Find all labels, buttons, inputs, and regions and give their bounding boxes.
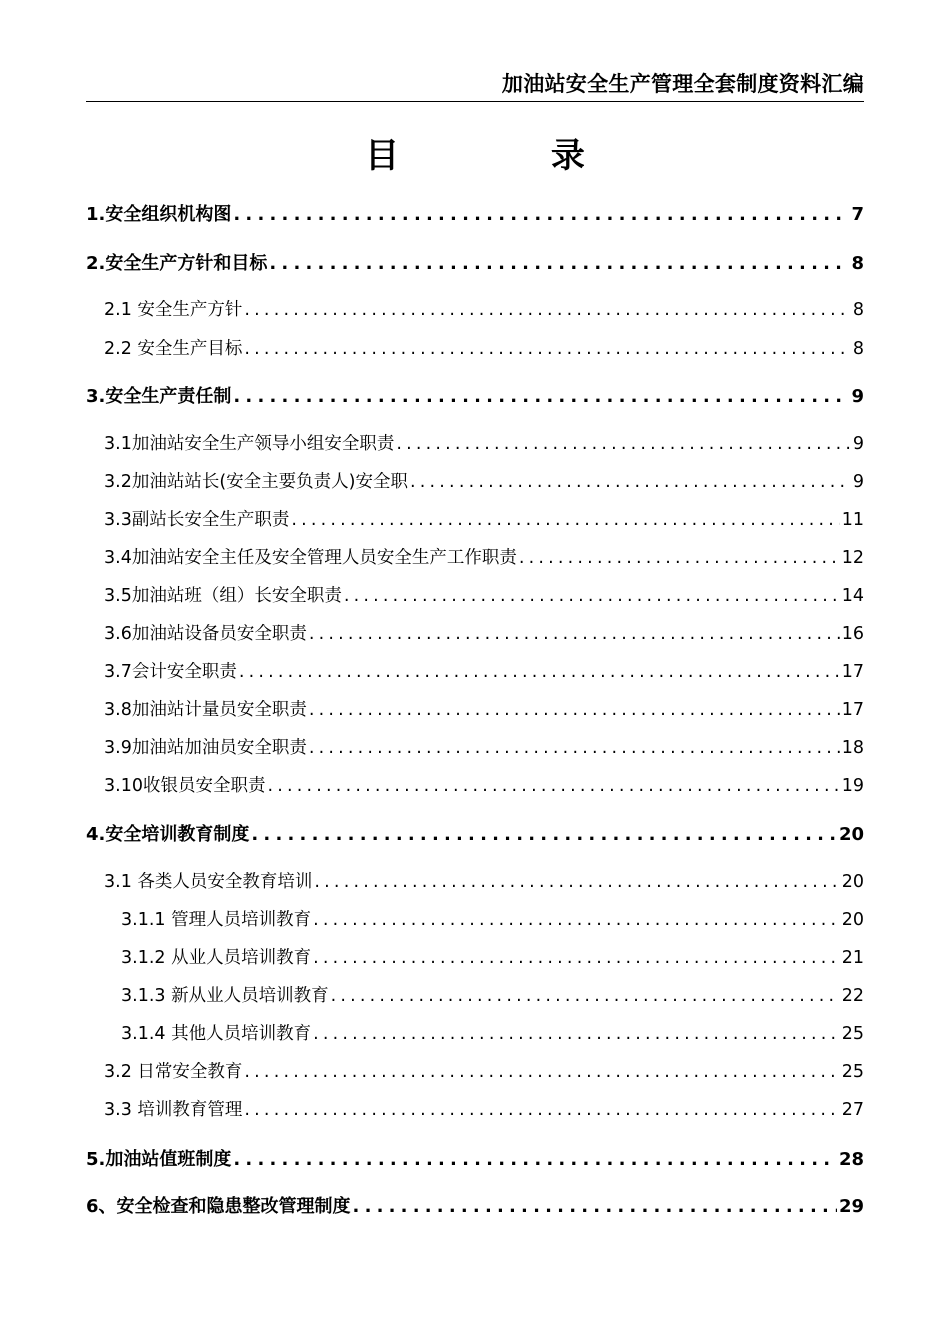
toc-entry[interactable] xyxy=(86,1145,864,1171)
toc-entry[interactable] xyxy=(86,1096,864,1121)
toc-entry-page: 21 xyxy=(841,948,864,968)
toc-entry[interactable] xyxy=(86,382,864,408)
header-title: 加油站安全生产管理全套制度资料汇编 xyxy=(501,72,864,96)
toc-entry[interactable] xyxy=(86,620,864,645)
toc-entry[interactable] xyxy=(86,1058,864,1083)
toc-entry-page: 28 xyxy=(838,1149,864,1170)
toc-entry[interactable] xyxy=(86,506,864,531)
leader-dots xyxy=(314,872,839,892)
leader-dots xyxy=(251,824,837,845)
toc-entry[interactable] xyxy=(86,734,864,759)
toc-title: 目 录 xyxy=(365,136,655,176)
toc-entry[interactable] xyxy=(86,772,864,797)
leader-dots xyxy=(410,472,851,492)
leader-dots xyxy=(344,586,840,606)
toc-entry-text: 3.1加油站安全生产领导小组安全职责 xyxy=(104,434,395,454)
toc-entry-text: 3.安全生产责任制 xyxy=(86,386,232,407)
leader-dots xyxy=(244,1062,839,1082)
toc-entry-text: 3.3副站长安全生产职责 xyxy=(104,510,290,530)
toc-entry[interactable] xyxy=(86,1192,864,1218)
toc-entry-page: 17 xyxy=(841,700,864,720)
toc-entry[interactable] xyxy=(86,544,864,569)
leader-dots xyxy=(244,339,850,359)
toc-entry[interactable] xyxy=(86,982,864,1007)
toc-entry-text: 3.8加油站计量员安全职责 xyxy=(104,700,307,720)
toc-entry-page: 25 xyxy=(841,1062,864,1082)
toc-entry[interactable] xyxy=(86,820,864,846)
toc-entry[interactable] xyxy=(86,868,864,893)
leader-dots xyxy=(309,738,840,758)
toc-entry-page: 9 xyxy=(852,472,864,492)
leader-dots xyxy=(313,1024,840,1044)
toc-entry-text: 3.6加油站设备员安全职责 xyxy=(104,624,307,644)
toc-entry-text: 3.1.4 其他人员培训教育 xyxy=(121,1024,312,1044)
toc-entry-text: 3.2加油站站长(安全主要负责人)安全职 xyxy=(104,472,408,492)
toc-entry-text: 6、安全检查和隐患整改管理制度 xyxy=(86,1196,351,1217)
leader-dots xyxy=(309,624,840,644)
leader-dots xyxy=(309,700,840,720)
toc-entry-text: 3.1 各类人员安全教育培训 xyxy=(104,872,313,892)
page-header xyxy=(86,70,864,102)
toc-entry[interactable] xyxy=(86,696,864,721)
toc-entry-text: 3.1.1 管理人员培训教育 xyxy=(121,910,312,930)
toc-entry-page: 18 xyxy=(841,738,864,758)
toc-entry[interactable] xyxy=(86,468,864,493)
toc-entry-page: 7 xyxy=(851,204,864,225)
toc-entry[interactable] xyxy=(86,658,864,683)
toc-entry-text: 2.1 安全生产方针 xyxy=(104,300,243,320)
toc-entry-page: 8 xyxy=(852,339,864,359)
leader-dots xyxy=(233,1149,837,1170)
leader-dots xyxy=(267,776,839,796)
toc-entry-page: 22 xyxy=(841,986,864,1006)
leader-dots xyxy=(313,948,840,968)
toc-entry-text: 2.2 安全生产目标 xyxy=(104,339,243,359)
toc-entry[interactable] xyxy=(86,200,864,226)
leader-dots xyxy=(291,510,839,530)
leader-dots xyxy=(239,662,840,682)
toc-entry-page: 12 xyxy=(841,548,864,568)
leader-dots xyxy=(244,300,850,320)
toc-entry[interactable] xyxy=(86,335,864,360)
toc-entry-text: 3.10收银员安全职责 xyxy=(104,776,266,796)
toc-entry-page: 20 xyxy=(841,872,864,892)
toc-entry-page: 9 xyxy=(851,386,864,407)
toc-entry-text: 4.安全培训教育制度 xyxy=(86,824,250,845)
toc-entry-page: 19 xyxy=(841,776,864,796)
leader-dots xyxy=(313,910,840,930)
toc-entry-page: 16 xyxy=(841,624,864,644)
toc-entry-page: 17 xyxy=(841,662,864,682)
toc-entry-text: 3.7会计安全职责 xyxy=(104,662,237,682)
toc-entry-page: 14 xyxy=(841,586,864,606)
toc-entry-text: 3.3 培训教育管理 xyxy=(104,1100,243,1120)
leader-dots xyxy=(244,1100,839,1120)
toc-entry-page: 25 xyxy=(841,1024,864,1044)
toc-entry-page: 29 xyxy=(838,1196,864,1217)
leader-dots xyxy=(233,204,849,225)
toc-entry[interactable] xyxy=(86,430,864,455)
leader-dots xyxy=(269,253,849,274)
toc-entry-page: 20 xyxy=(841,910,864,930)
leader-dots xyxy=(233,386,849,407)
leader-dots xyxy=(353,1196,837,1217)
toc-entry-text: 3.1.3 新从业人员培训教育 xyxy=(121,986,329,1006)
toc-entry-text: 3.9加油站加油员安全职责 xyxy=(104,738,307,758)
toc-entry-text: 5.加油站值班制度 xyxy=(86,1149,232,1170)
toc-entry-text: 3.1.2 从业人员培训教育 xyxy=(121,948,312,968)
toc-entry-page: 9 xyxy=(852,434,864,454)
toc-entry-page: 8 xyxy=(851,253,864,274)
leader-dots xyxy=(396,434,851,454)
toc-entry-text: 3.2 日常安全教育 xyxy=(104,1062,243,1082)
toc-entry[interactable] xyxy=(86,296,864,321)
toc-entry-page: 27 xyxy=(841,1100,864,1120)
toc-entry[interactable] xyxy=(86,1020,864,1045)
leader-dots xyxy=(519,548,840,568)
leader-dots xyxy=(331,986,840,1006)
toc-entry-text: 3.5加油站班（组）长安全职责 xyxy=(104,586,342,606)
toc-entry[interactable] xyxy=(86,906,864,931)
toc-entry-page: 20 xyxy=(838,824,864,845)
toc-entry[interactable] xyxy=(86,582,864,607)
toc-entry-text: 1.安全组织机构图 xyxy=(86,204,232,225)
toc-entry-page: 8 xyxy=(852,300,864,320)
toc-entry-text: 2.安全生产方针和目标 xyxy=(86,253,268,274)
toc-entry-text: 3.4加油站安全主任及安全管理人员安全生产工作职责 xyxy=(104,548,517,568)
toc-entry[interactable] xyxy=(86,944,864,969)
toc-entry[interactable] xyxy=(86,249,864,275)
toc-entry-page: 11 xyxy=(841,510,864,530)
